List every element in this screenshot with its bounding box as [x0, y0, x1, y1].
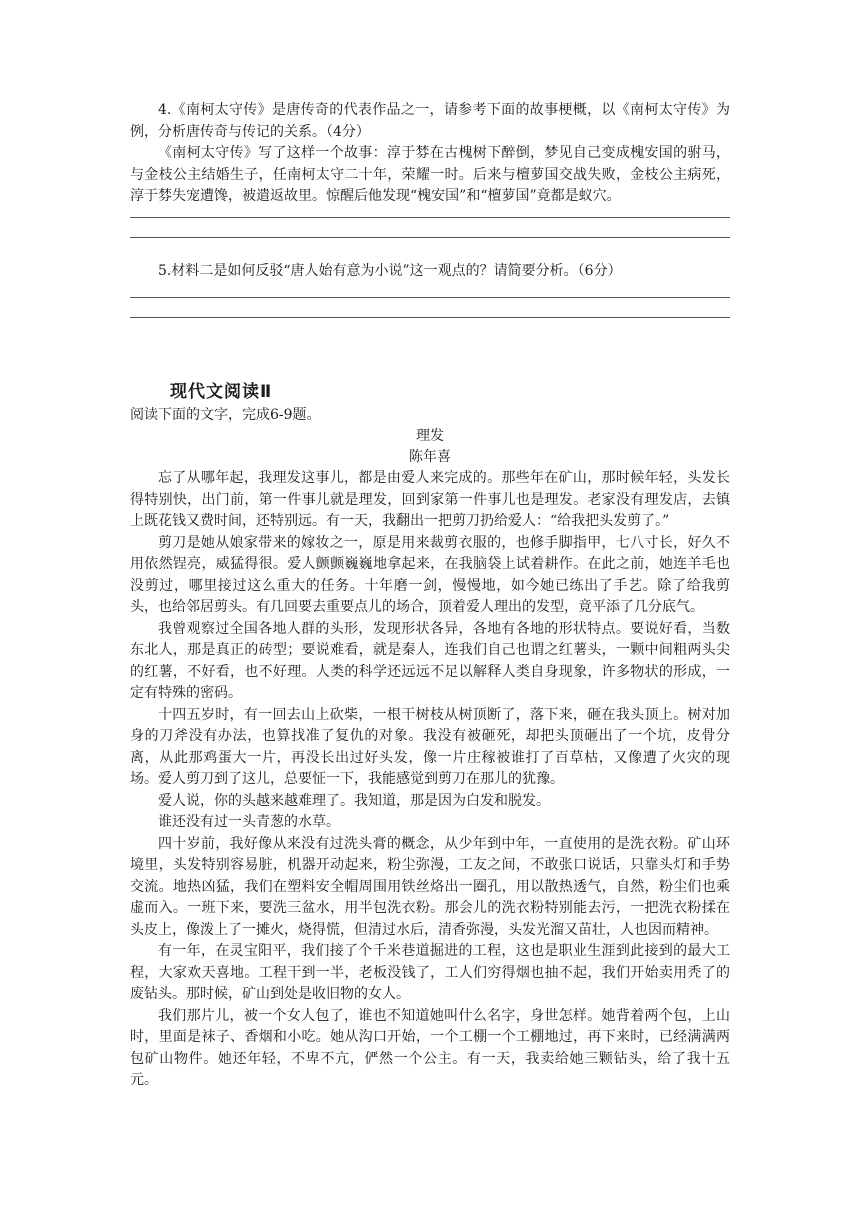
article-paragraph: 四十岁前，我好像从来没有过洗头膏的概念，从少年到中年，一直使用的是洗衣粉。矿山环境里，头发特别容易脏，机器开动起来，粉尘弥漫，工友之间，不敢张口说话，只靠头灯和手势交流。地热凶猛，我们在塑料安全帽周围用铁丝烙出一圈孔，用以散热透气，自然，粉尘们也乘虚而入。一班下来，要洗三盆水，用半包洗衣粉。那会儿的洗衣粉特别能去污，一把洗衣粉揉在头皮上，像泼上了一摊火，烧得慌，但清过水后，清香弥漫，头发光溜又苗壮，人也因而精神。 [130, 835, 730, 938]
article-paragraph: 有一年，在灵宝阳平，我们接了个千米巷道掘进的工程，这也是职业生涯到此接到的最大工程，大家欢天喜地。工程干到一半，老板没钱了，工人们穷得烟也抽不起，我们开始卖用秃了的废钻头。那时候，矿山到处是收旧物的女人。 [130, 943, 730, 1002]
section-instruction: 阅读下面的文字，完成6-9题。 [130, 407, 321, 423]
article-paragraph: 谁还没有过一头青葱的水草。 [158, 814, 340, 830]
article-paragraph: 我曾观察过全国各地人群的头形，发现形状各异，各地有各地的形状特点。要说好看，当数东北人，那是真正的砖型；要说难看，就是秦人，连我们自己也谓之红薯头，一颗中间粗两头尖的红薯，不好看，也不好理。人类的科学还远远不足以解释人类自身现象，许多物状的形成，一定有特殊的密码。 [130, 620, 730, 701]
article-paragraph: 剪刀是她从娘家带来的嫁妆之一，原是用来裁剪衣服的，也修手脚指甲，七八寸长，好久不用依然锃亮，威猛得很。爱人颤颤巍巍地拿起来，在我脑袋上试着耕作。在此之前，她连羊毛也没剪过，哪里接过这么重大的任务。十年磨一剑，慢慢地，如今她已练出了手艺。除了给我剪头，也给邻居剪头。有几回要去重要点儿的场合，顶着爱人理出的发型，竟平添了几分底气。 [130, 534, 730, 615]
article-paragraph: 十四五岁时，有一回去山上砍柴，一根干树枝从树顶断了，落下来，砸在我头顶上。树对加身的刀斧没有办法，也算找准了复仇的对象。我没有被砸死，却把头顶砸出了一个坑，皮骨分离，从此那鸡蛋大一片，再没长出过好头发，像一片庄稼被谁打了百草枯，又像遭了火灾的现场。爱人剪刀到了这儿，总要怔一下，我能感觉到剪刀在那儿的犹豫。 [130, 706, 730, 787]
answer-line[interactable] [130, 237, 730, 238]
article-paragraph: 爱人说，你的头越来越难理了。我知道，那是因为白发和脱发。 [158, 792, 550, 809]
section-title: 现代文阅读Ⅱ [170, 382, 273, 402]
question-5-answer-lines[interactable] [130, 297, 730, 337]
question-5 [130, 261, 730, 283]
answer-line[interactable] [130, 297, 730, 298]
answer-line[interactable] [130, 217, 730, 218]
question-4 [130, 100, 730, 208]
question-4-synopsis: 《南柯太守传》写了这样一个故事：淳于棼在古槐树下醉倒，梦见自己变成槐安国的驸马，与金枝公主结婚生子，任南柯太守二十年，荣耀一时。后来与檀萝国交战失败，金枝公主病死，淳于棼失宠遭馋，被遣返故里。惊醒后他发现“槐安国”和“檀萝国”竟都是蚁穴。 [130, 145, 730, 204]
article-body [130, 468, 730, 1092]
question-4-answer-lines[interactable] [130, 217, 730, 257]
article-paragraph: 我们那片儿，被一个女人包了，谁也不知道她叫什么名字，身世怎样。她背着两个包，上山时，里面是袜子、香烟和小吃。她从沟口开始，一个工棚一个工棚地过，再下来时，已经满满两包矿山物件。她还年轻，不卑不亢，俨然一个公主。有一天，我卖给她三颗钻头，给了我十五元。 [130, 1007, 730, 1088]
article-paragraph: 忘了从哪年起，我理发这事儿，都是由爱人来完成的。那些年在矿山，那时候年轻，头发长得特别快，出门前，第一件事儿就是理发，回到家第一件事儿也是理发。老家没有理发店，去镇上既花钱又费时间，还特别远。有一天，我翻出一把剪刀扔给爱人：“给我把头发剪了。” [130, 470, 730, 529]
article-title: 理发 [416, 428, 444, 444]
question-4-prompt: 4.《南柯太守传》是唐传奇的代表作品之一，请参考下面的故事梗概，以《南柯太守传》为例，分析唐传奇与传记的关系。（4分） [130, 102, 730, 140]
answer-line[interactable] [130, 317, 730, 318]
article-author: 陈年喜 [409, 449, 451, 465]
question-5-prompt: 5.材料二是如何反驳“唐人始有意为小说”这一观点的？请简要分析。（6分） [158, 263, 622, 279]
